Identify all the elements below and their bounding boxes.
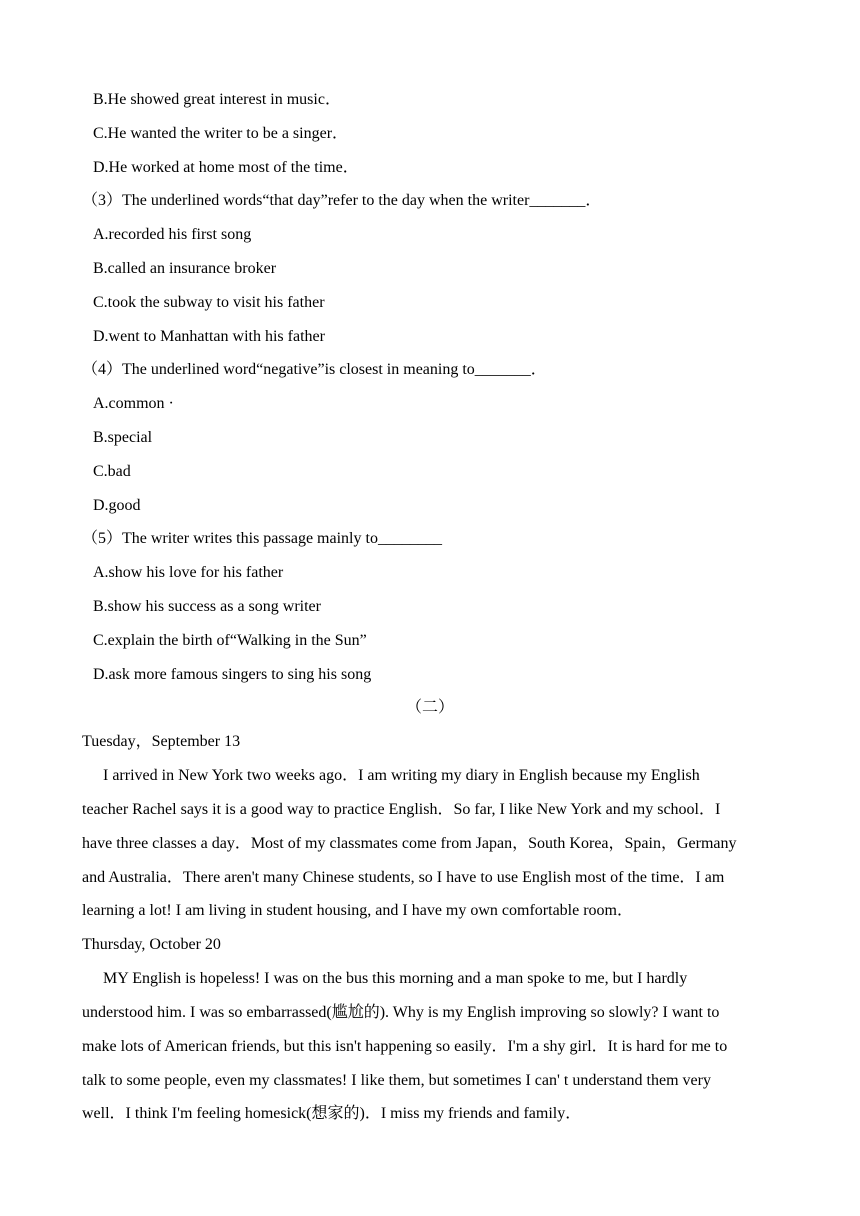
- q3-option-c: C.took the subway to visit his father: [93, 294, 325, 311]
- q5-option-a: A.show his love for his father: [93, 564, 284, 581]
- q4-option-d: D.good: [93, 497, 141, 514]
- section-heading: （二）: [405, 699, 454, 716]
- diary-line: I arrived in New York two weeks ago．I am writing my diary in English because my English: [103, 767, 700, 784]
- diary-date-2: Thursday, October 20: [82, 936, 221, 953]
- q3-option-b: B.called an insurance broker: [93, 260, 277, 277]
- diary-date-1: Tuesday，September 13: [82, 733, 241, 750]
- q3-option-d: D.went to Manhattan with his father: [93, 328, 325, 345]
- q2-option-b: B.He showed great interest in music．: [93, 91, 341, 108]
- q2-option-d: D.He worked at home most of the time．: [93, 159, 359, 176]
- q4-option-c: C.bad: [93, 463, 131, 480]
- diary-line: teacher Rachel says it is a good way to practice English．So far, I like New York and my school．I: [82, 801, 721, 818]
- diary-line: well．I think I'm feeling homesick(想家的)．I miss my friends and family．: [82, 1105, 582, 1122]
- q5-option-d: D.ask more famous singers to sing his song: [93, 666, 372, 683]
- diary-line: make lots of American friends, but this isn't happening so easily．I'm a shy girl．It is hard for me to: [82, 1038, 728, 1055]
- q2-option-c: C.He wanted the writer to be a singer．: [93, 125, 349, 142]
- diary-line: learning a lot! I am living in student housing, and I have my own comfortable room．: [82, 902, 633, 919]
- diary-line: have three classes a day．Most of my classmates come from Japan，South Korea，Spain，Germany: [82, 835, 737, 852]
- q4-stem: （4）The underlined word“negative”is closest in meaning to_______．: [82, 361, 547, 378]
- q4-option-b: B.special: [93, 429, 153, 446]
- q5-option-b: B.show his success as a song writer: [93, 598, 321, 615]
- q5-option-c: C.explain the birth of“Walking in the Sun”: [93, 632, 367, 649]
- q3-stem: （3）The underlined words“that day”refer to the day when the writer_______．: [82, 192, 602, 209]
- diary-line: talk to some people, even my classmates! I like them, but sometimes I can' t understand them very: [82, 1072, 711, 1089]
- q3-option-a: A.recorded his first song: [93, 226, 252, 243]
- diary-line: and Australia．There aren't many Chinese students, so I have to use English most of the time．I am: [82, 869, 725, 886]
- diary-line: understood him. I was so embarrassed(尴尬的). Why is my English improving so slowly? I want to: [82, 1004, 720, 1021]
- q4-option-a: A.common ·: [93, 395, 174, 412]
- q5-stem: （5）The writer writes this passage mainly to________: [82, 530, 442, 547]
- diary-line: MY English is hopeless! I was on the bus this morning and a man spoke to me, but I hardly: [103, 970, 688, 987]
